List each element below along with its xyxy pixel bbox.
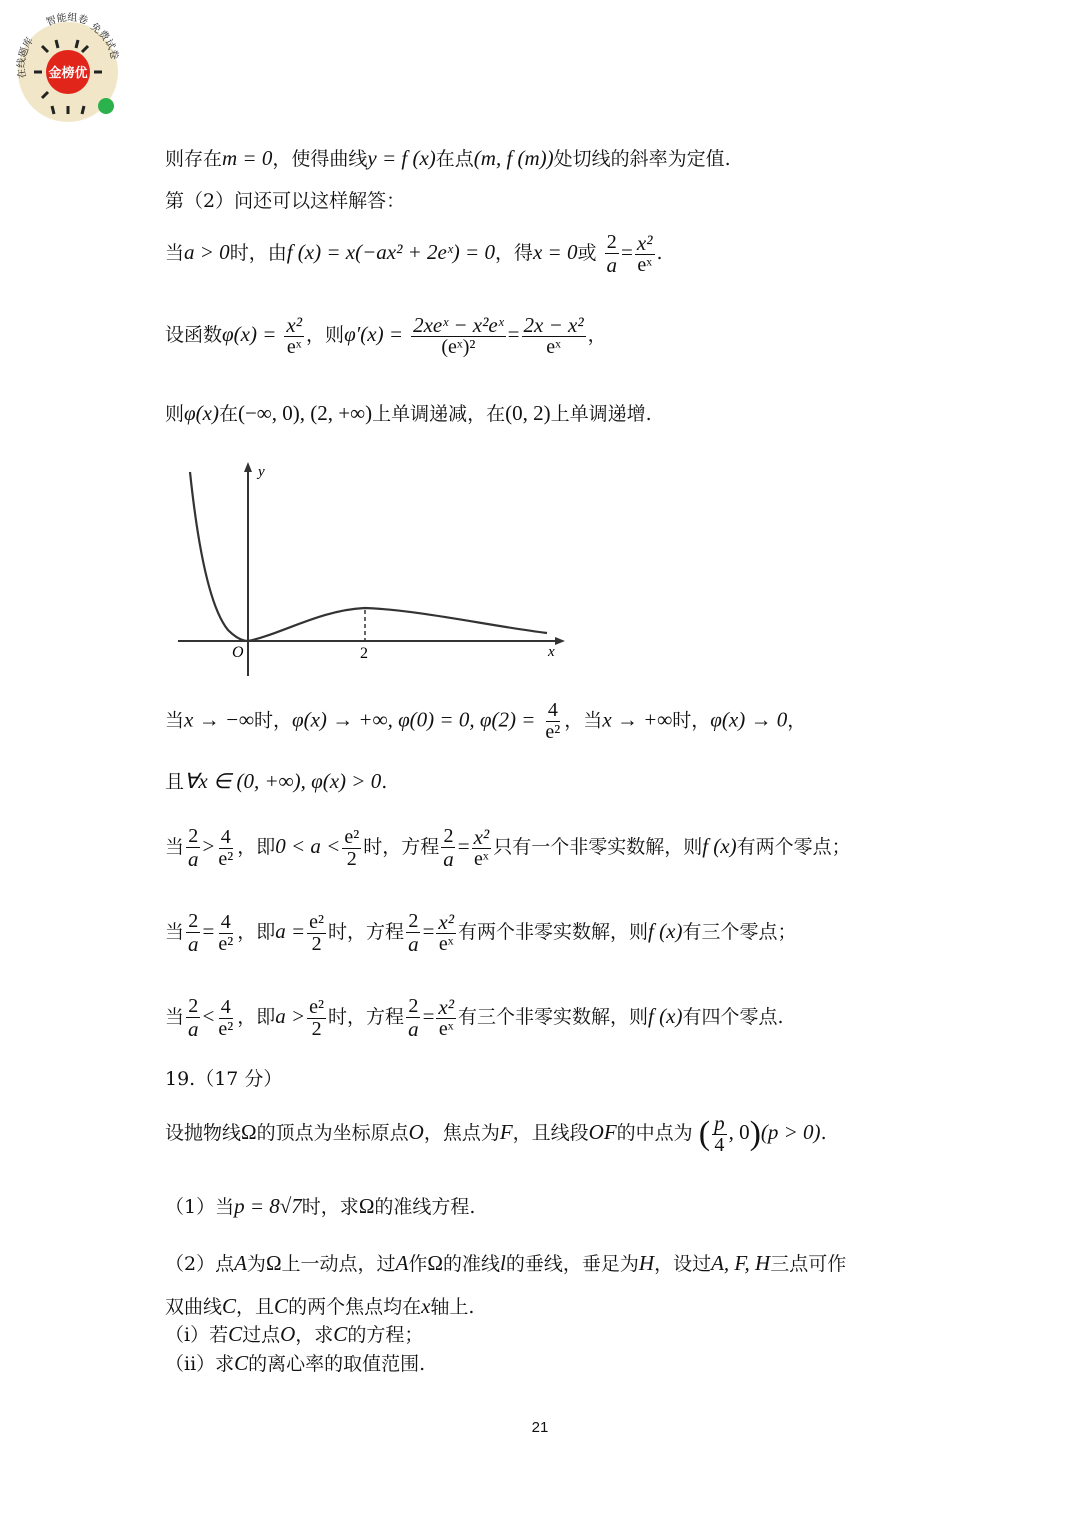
solution-line-10: 当 $\frac{2}{a}$ < $\frac{4}{\text{e²}}$ ，即a > $\frac{\text{e²}}{2}$ 时，方程 $\frac{2}{a}$ = $\frac{\text{x²}}{\text{eˣ}}$ 有三个非零实数解，则f (x)有四个零点. [165, 995, 784, 1041]
fraction: $\frac{\text{x²}}{\text{eˣ}}$ [636, 231, 653, 277]
phi-function-graph [170, 458, 570, 680]
solution-line-2: 第（2）问还可以这样解答： [165, 190, 406, 212]
question-19-part-2-cont: 双曲线C，且C的两个焦点均在x轴上. [165, 1294, 475, 1318]
solution-line-3: 当a > 0时，由f (x) = x(−ax² + 2eˣ) = 0，得x = 0或 $\frac{2}{a}$ = $\frac{\text{x²}}{\text{eˣ}}$ . [165, 231, 663, 277]
solution-line-9: 当 $\frac{2}{a}$ = $\frac{4}{\text{e²}}$ ，即a = $\frac{\text{e²}}{2}$ 时，方程 $\frac{2}{a}$ = $\frac{\text{x²}}{\text{eˣ}}$ 有两个非零实数解，则f (x)有三个零点； [165, 910, 797, 956]
fraction: $\frac{4}{\text{e²}}$ [545, 699, 561, 743]
question-19-heading: 19.（17 分） [165, 1068, 283, 1090]
question-19-stem: 设抛物线Ω的顶点为坐标原点O，焦点为F，且线段OF的中点为 ( $\frac{p}{4}$ , 0)(p > 0). [165, 1111, 827, 1157]
logo-green-badge [98, 98, 114, 114]
solution-line-4: 设函数φ(x) = $\frac{\text{x²}}{\text{eˣ}}$ ，则φ′(x) = $\frac{\text{2xeˣ − x²eˣ}}{\text{(eˣ)²}}$ = $\frac{\text{2x − x²}}{\text{eˣ}}$ ， [165, 313, 607, 359]
logo-ring-top: 智能组卷 [44, 12, 90, 29]
x-axis-arrow [555, 637, 565, 645]
solution-line-8: 当 $\frac{2}{a}$ > $\frac{4}{\text{e²}}$ ，即0 < a < $\frac{\text{e²}}{2}$ 时，方程 $\frac{2}{a}$ = $\frac{\text{x²}}{\text{eˣ}}$ 只有一个非零实数解，则f (x)有两个零点； [165, 825, 851, 871]
question-19-part-1: （1）当p = 8√7时，求Ω的准线方程. [165, 1194, 476, 1218]
solution-line-7: 且∀x ∈ (0, +∞), φ(x) > 0. [165, 769, 388, 793]
solution-line-5: 则φ(x)在(−∞, 0), (2, +∞)上单调递减，在(0, 2)上单调递增. [165, 401, 652, 425]
solution-line-1: 则存在m = 0，使得曲线y = f (x)在点(m, f (m))处切线的斜率为定值. [165, 146, 731, 170]
question-19-part-2-i: （i）若C过点O，求C的方程； [165, 1322, 424, 1346]
y-axis-arrow [244, 462, 252, 472]
origin-label: O [232, 644, 244, 661]
fraction: $\frac{2}{a}$ [606, 231, 618, 277]
phi-curve [190, 472, 547, 641]
logo-brand: 金榜优 [48, 65, 88, 80]
page-number: 21 [531, 1419, 549, 1436]
question-19-part-2-ii: （ii）求C的离心率的取值范围. [165, 1351, 426, 1375]
logo-ring-left: 在线题库 [16, 35, 37, 80]
fraction: $\frac{\text{2xeˣ − x²eˣ}}{\text{(eˣ)²}}$ [413, 313, 504, 359]
logo-ring-right: 免费试卷 [88, 21, 120, 61]
question-19-part-2: （2）点A为Ω上一动点，过A作Ω的准线l的垂线，垂足为H，设过A, F, H三点可作 [165, 1251, 847, 1275]
fraction: $\frac{\text{x²}}{\text{eˣ}}$ [286, 313, 303, 359]
x-axis-label: x [548, 644, 555, 660]
y-axis-label: y [258, 464, 265, 480]
jinbangyou-logo [12, 6, 124, 124]
solution-line-6: 当x → −∞时，φ(x) → +∞, φ(0) = 0, φ(2) = $\frac{4}{\text{e²}}$ ，当x → +∞时，φ(x) → 0， [165, 699, 807, 743]
tick-label-2: 2 [360, 645, 368, 662]
fraction: $\frac{\text{2x − x²}}{\text{eˣ}}$ [523, 313, 584, 359]
